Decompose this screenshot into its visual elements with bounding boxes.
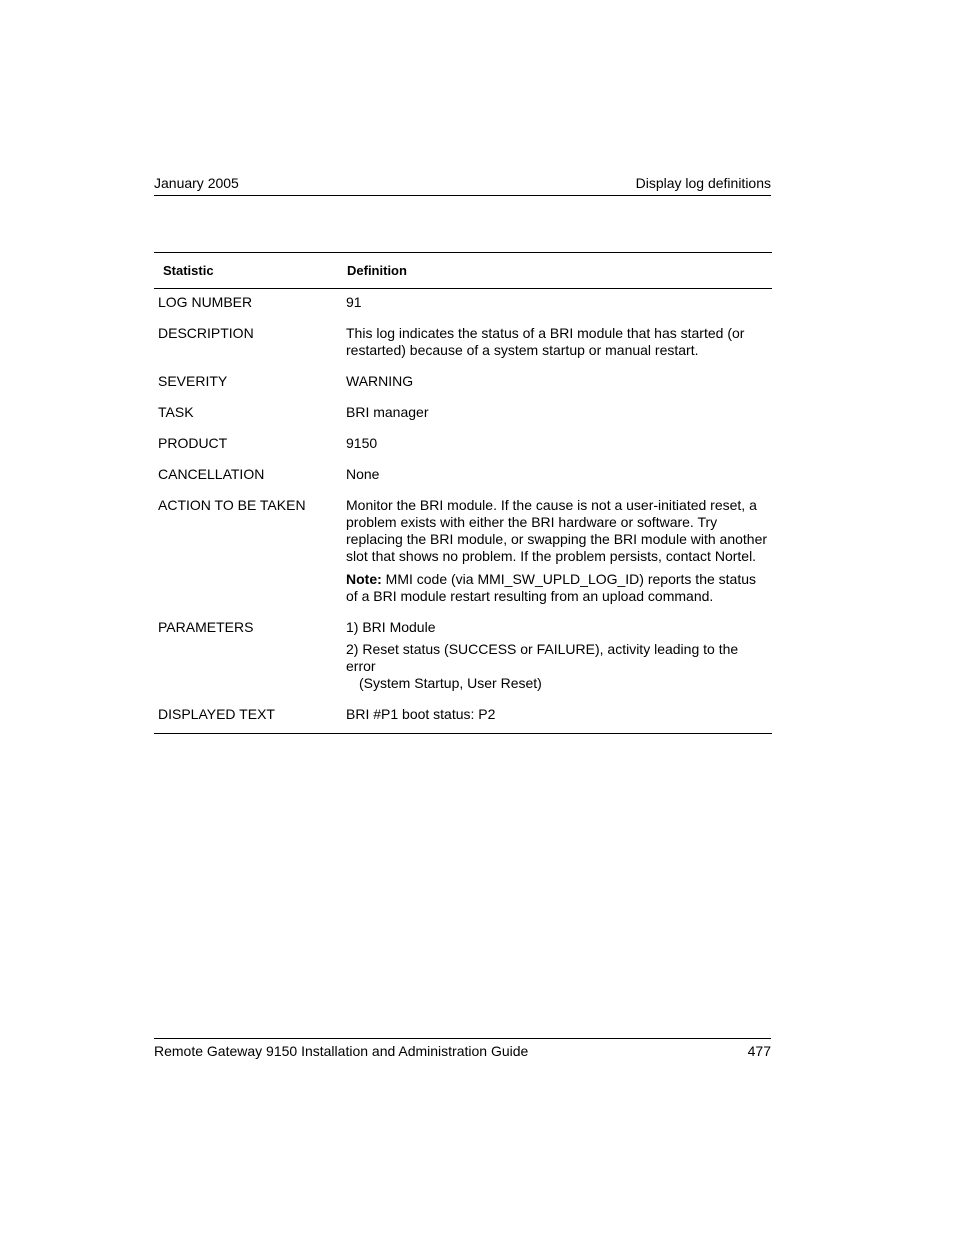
statistic-cell: PRODUCT: [158, 435, 228, 451]
action-paragraph: Monitor the BRI module. If the cause is not a user-initiated reset, a problem exists with either the BRI hardware or software. Try replacing the BRI module, or swapping the BRI module with another slot that shows no problem. If the problem persists, contact Nortel.: [346, 497, 768, 564]
definition-cell: WARNING: [346, 373, 414, 389]
footer-document-title: Remote Gateway 9150 Installation and Administration Guide: [154, 1043, 529, 1059]
definition-cell: None: [346, 466, 380, 482]
statistic-cell: SEVERITY: [158, 373, 228, 389]
statistic-cell: LOG NUMBER: [158, 294, 253, 310]
parameter-item: [346, 619, 768, 636]
table-row-parameters: [154, 619, 772, 706]
page-footer: [154, 1038, 771, 1061]
table-row-action-to-be-taken: [154, 497, 772, 619]
statistic-cell: DESCRIPTION: [158, 325, 254, 341]
note-label: Note:: [346, 571, 382, 587]
table-row-displayed-text: [154, 706, 772, 734]
column-header-definition: Definition: [346, 253, 772, 289]
log-definition-table: [154, 252, 772, 734]
header-date: January 2005: [154, 175, 239, 191]
parameter-line-continued: (System Startup, User Reset): [359, 675, 542, 691]
definition-cell: [346, 497, 772, 619]
header-section-title: Display log definitions: [635, 175, 771, 191]
table-header-row: [154, 253, 772, 289]
table-row-product: [154, 435, 772, 466]
table-row-severity: [154, 373, 772, 404]
parameter-item: [346, 641, 768, 692]
statistic-cell: TASK: [158, 404, 194, 420]
note-text: MMI code (via MMI_SW_UPLD_LOG_ID) reports the status of a BRI module restart resulting from an upload command.: [346, 571, 757, 604]
page-header: [154, 175, 771, 196]
definition-cell: This log indicates the status of a BRI module that has started (or restarted) because of a system startup or manual restart.: [346, 325, 745, 358]
table-row-task: [154, 404, 772, 435]
statistic-cell: CANCELLATION: [158, 466, 265, 482]
footer-page-number: 477: [747, 1043, 771, 1059]
parameter-line: 2) Reset status (SUCCESS or FAILURE), activity leading to the error: [346, 641, 739, 674]
definition-cell: BRI manager: [346, 404, 429, 420]
table-row-description: [154, 325, 772, 373]
definition-cell: 9150: [346, 435, 378, 451]
statistic-cell: DISPLAYED TEXT: [158, 706, 275, 722]
table-row-log-number: [154, 289, 772, 326]
note-paragraph: [346, 571, 768, 605]
statistic-cell: PARAMETERS: [158, 619, 254, 635]
parameter-line: 1) BRI Module: [346, 619, 436, 635]
column-header-statistic: Statistic: [154, 253, 346, 289]
statistic-cell: ACTION TO BE TAKEN: [158, 497, 306, 513]
definition-cell: 91: [346, 294, 362, 310]
definition-cell: BRI #P1 boot status: P2: [346, 706, 496, 722]
definition-cell: [346, 619, 772, 706]
table-row-cancellation: [154, 466, 772, 497]
